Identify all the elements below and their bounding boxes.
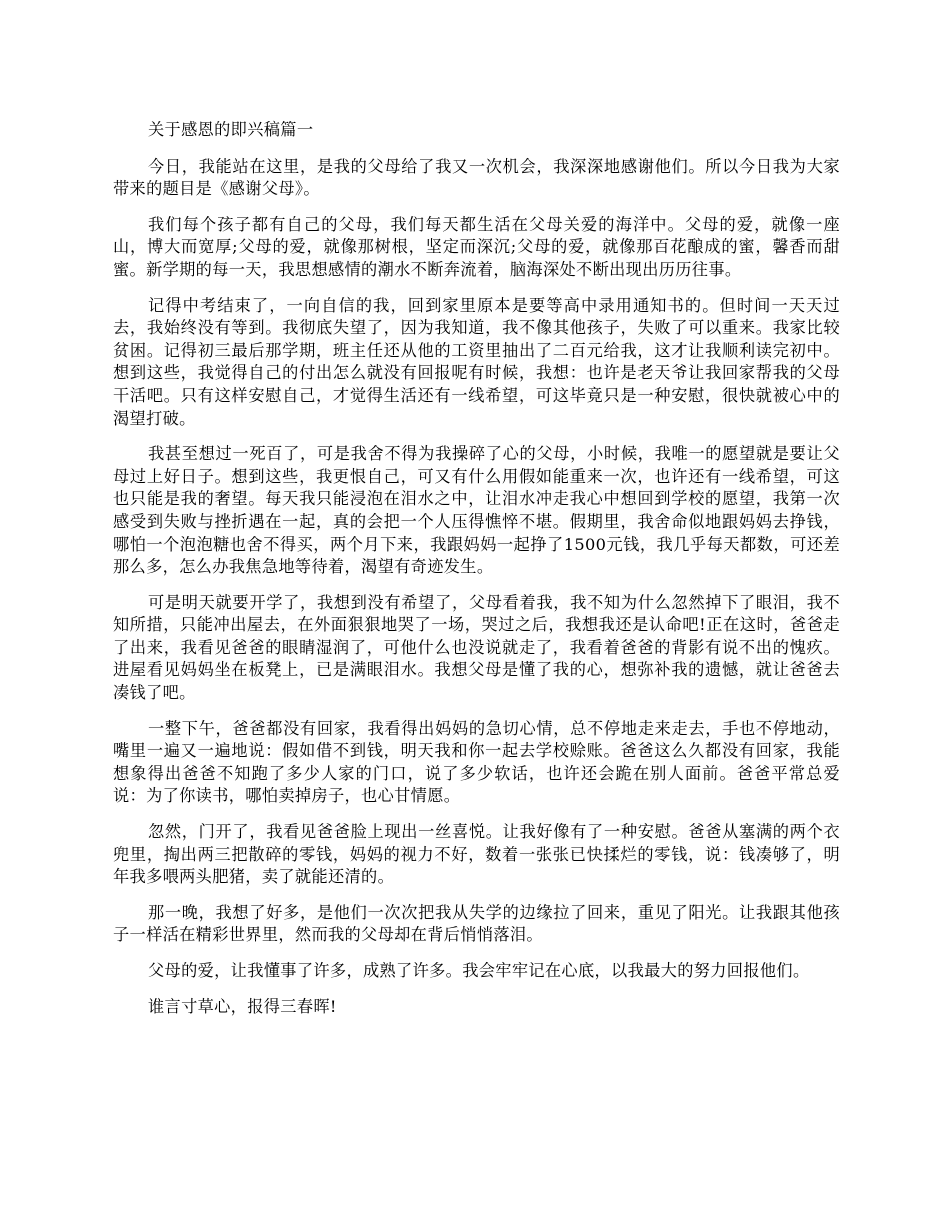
- paragraph: 一整下午，爸爸都没有回家，我看得出妈妈的急切心情，总不停地走来走去，手也不停地动，嘴里一遍又一遍地说：假如借不到钱，明天我和你一起去学校赊账。爸爸这么久都没有回家，我能想象得出爸爸不知跑了多少人家的门口，说了多少软话，也许还会跪在别人面前。爸爸平常总爱说：为了你读书，哪怕卖掉房子，也心甘情愿。: [113, 718, 840, 806]
- document-title: 关于感恩的即兴稿篇一: [148, 120, 314, 139]
- paragraph: 忽然，门开了，我看见爸爸脸上现出一丝喜悦。让我好像有了一种安慰。爸爸从塞满的两个衣兜里，掏出两三把散碎的零钱，妈妈的视力不好，数着一张张已快揉烂的零钱，说：钱凑够了，明年我多喂两头肥猪，卖了就能还清的。: [113, 822, 840, 887]
- paragraph: 可是明天就要开学了，我想到没有希望了，父母看着我，我不知为什么忽然掉下了眼泪，我不知所措，只能冲出屋去，在外面狠狠地哭了一场，哭过之后，我想我还是认命吧!正在这时，爸爸走了出来，我看见爸爸的眼睛湿润了，可他什么也没说就走了，我看着爸爸的背影有说不出的愧疚。进屋看见妈妈坐在板凳上，已是满眼泪水。我想父母是懂了我的心，想弥补我的遗憾，就让爸爸去凑钱了吧。: [113, 592, 840, 703]
- paragraph: 那一晚，我想了好多，是他们一次次把我从失学的边缘拉了回来，重见了阳光。让我跟其他孩子一样活在精彩世界里，然而我的父母却在背后悄悄落泪。: [113, 902, 840, 945]
- paragraph: 记得中考结束了，一向自信的我，回到家里原本是要等高中录用通知书的。但时间一天天过去，我始终没有等到。我彻底失望了，因为我知道，我不像其他孩子，失败了可以重来。我家比较贫困。记得初三最后那学期，班主任还从他的工资里抽出了二百元给我，这才让我顺利读完初中。想到这些，我觉得自己的付出怎么就没有回报呢有时候，我想：也许是老天爷让我回家帮我的父母干活吧。只有这样安慰自己，才觉得生活还有一线希望，可这毕竟只是一种安慰，很快就被心中的渴望打破。: [113, 295, 840, 428]
- paragraph: 我甚至想过一死百了，可是我舍不得为我操碎了心的父母，小时候，我唯一的愿望就是要让父母过上好日子。想到这些，我更恨自己，可又有什么用假如能重来一次，也许还有一线希望，可这也只能是我的奢望。每天我只能浸泡在泪水之中，让泪水冲走我心中想回到学校的愿望，我第一次感受到失败与挫折遇在一起，真的会把一个人压得憔悴不堪。假期里，我舍命似地跟妈妈去挣钱，哪怕一个泡泡糖也舍不得买，两个月下来，我跟妈妈一起挣了1500元钱，我几乎每天都数，可还差那么多，怎么办我焦急地等待着，渴望有奇迹发生。: [113, 444, 840, 577]
- document-body: [113, 119, 840, 1031]
- closing-line: 谁言寸草心，报得三春晖!: [148, 996, 337, 1016]
- paragraph: 我们每个孩子都有自己的父母，我们每天都生活在父母关爱的海洋中。父母的爱，就像一座山，博大而宽厚;父母的爱，就像那树根，坚定而深沉;父母的爱，就像那百花酿成的蜜，馨香而甜蜜。新学期的每一天，我思想感情的潮水不断奔流着，脑海深处不断出现出历历往事。: [113, 214, 840, 279]
- paragraph: 父母的爱，让我懂事了许多，成熟了许多。我会牢牢记在心底，以我最大的努力回报他们。: [148, 961, 810, 980]
- paragraph: 今日，我能站在这里，是我的父母给了我又一次机会，我深深地感谢他们。所以今日我为大家带来的题目是《感谢父母》。: [113, 156, 840, 199]
